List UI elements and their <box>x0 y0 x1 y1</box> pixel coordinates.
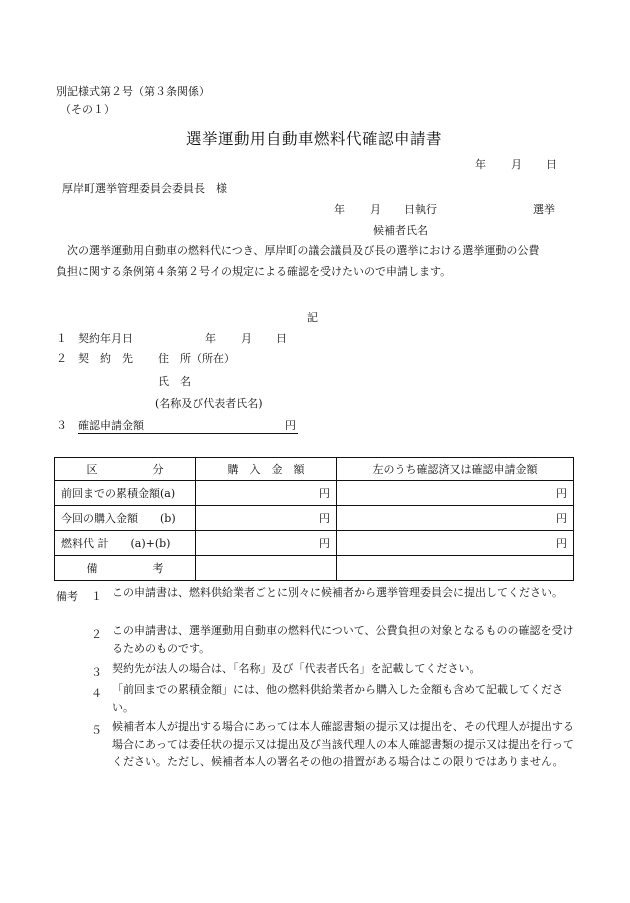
note-4-number: ４ <box>91 687 102 700</box>
addressee: 厚岸町選挙管理委員会委員長 様 <box>62 182 227 195</box>
date-month: 月 <box>511 158 522 171</box>
confirmed-amount-cell[interactable]: 円 <box>337 506 574 531</box>
item-2-name: 氏 名 <box>158 375 191 388</box>
item-2-name-note: (名称及び代表者氏名) <box>155 397 263 410</box>
row-label: 前回までの累積金額(a) <box>55 481 196 506</box>
table-row <box>55 531 574 556</box>
item-1-day: 日 <box>276 332 287 345</box>
item-2-address: 住 所（所在） <box>158 352 235 365</box>
note-3-number: ３ <box>91 666 102 679</box>
confirmed-amount-cell[interactable]: 円 <box>337 531 574 556</box>
item-2-number: ２ <box>56 352 67 365</box>
note-1-number: １ <box>91 590 102 603</box>
row-label: 備 考 <box>55 556 196 581</box>
intro-line-2: 負担に関する条例第４条第２号イの規定による確認を受けたいので申請します。 <box>56 265 452 278</box>
note-5: 候補者本人が提出する場合にあっては本人確認書類の提示又は提出を、その代理人が提出する場合にあっては委任状の提示又は提出及び当該代理人の本人確認書類の提示又は提出を行ってください。ただし、候補者本人の署名その他の措置がある場合はこの限りではありません。 <box>112 720 574 768</box>
table-header: 購 入 金 額 <box>196 458 337 481</box>
item-2-label: 契 約 先 <box>78 352 133 365</box>
purchase-amount-cell[interactable]: 円 <box>196 481 337 506</box>
note-1: この申請書は、燃料供給業者ごとに別々に候補者から選挙管理委員会に提出してください。 <box>112 586 563 599</box>
purchase-amount-cell[interactable]: 円 <box>196 506 337 531</box>
candidate-label: 候補者氏名 <box>373 224 428 237</box>
note-2-number: ２ <box>91 628 102 641</box>
ki-mark: 記 <box>307 311 318 324</box>
table-header: 左のうち確認済又は確認申請金額 <box>337 458 574 481</box>
date-year: 年 <box>475 158 486 171</box>
remarks-cell[interactable] <box>196 556 337 581</box>
row-label: 燃料代 計 (a)+(b) <box>55 531 196 556</box>
election-year: 年 <box>334 203 345 216</box>
table-row <box>55 506 574 531</box>
date-day: 日 <box>546 158 557 171</box>
purchase-amount-cell[interactable]: 円 <box>196 531 337 556</box>
item-1-label: 契約年月日 <box>78 332 133 345</box>
item-3-number: ３ <box>56 419 67 432</box>
note-4: 「前回までの累積金額」には、他の燃料供給業者から購入した金額も含めて記載してください。 <box>112 683 563 714</box>
intro-line-1: 次の選挙運動用自動車の燃料代につき、厚岸町の議会議員及び長の選挙における選挙運動の公費 <box>67 244 540 257</box>
item-3-label: 確認申請金額 <box>78 419 144 432</box>
item-1-number: １ <box>56 332 67 345</box>
note-3: 契約先が法人の場合は、「名称」及び「代表者氏名」を記載してください。 <box>112 662 481 675</box>
row-label: 今回の購入金額 (b) <box>55 506 196 531</box>
item-1-year: 年 <box>205 332 216 345</box>
notes-heading: 備考 <box>56 590 78 603</box>
table-row <box>55 556 574 581</box>
table-row <box>55 481 574 506</box>
table-header: 区 分 <box>55 458 196 481</box>
note-5-number: ５ <box>91 724 102 737</box>
page-title: 選挙運動用自動車燃料代確認申請書 <box>186 130 443 148</box>
election-day: 日執行 <box>404 203 437 216</box>
form-label: 別記様式第２号（第３条関係） <box>56 85 210 98</box>
note-2: この申請書は、選挙運動用自動車の燃料代について、公費負担の対象となるものの確認を受けるためのものです。 <box>112 624 574 655</box>
item-3-unit: 円 <box>285 419 296 432</box>
election-month: 月 <box>370 203 381 216</box>
item-1-month: 月 <box>241 332 252 345</box>
confirmed-amount-cell[interactable]: 円 <box>337 481 574 506</box>
remarks-cell[interactable] <box>337 556 574 581</box>
sub-label: （その１） <box>60 103 115 116</box>
table-header-row <box>55 458 574 481</box>
election-suffix: 選挙 <box>533 203 555 216</box>
item-3-amount-line <box>78 417 298 434</box>
fuel-table <box>54 457 574 581</box>
